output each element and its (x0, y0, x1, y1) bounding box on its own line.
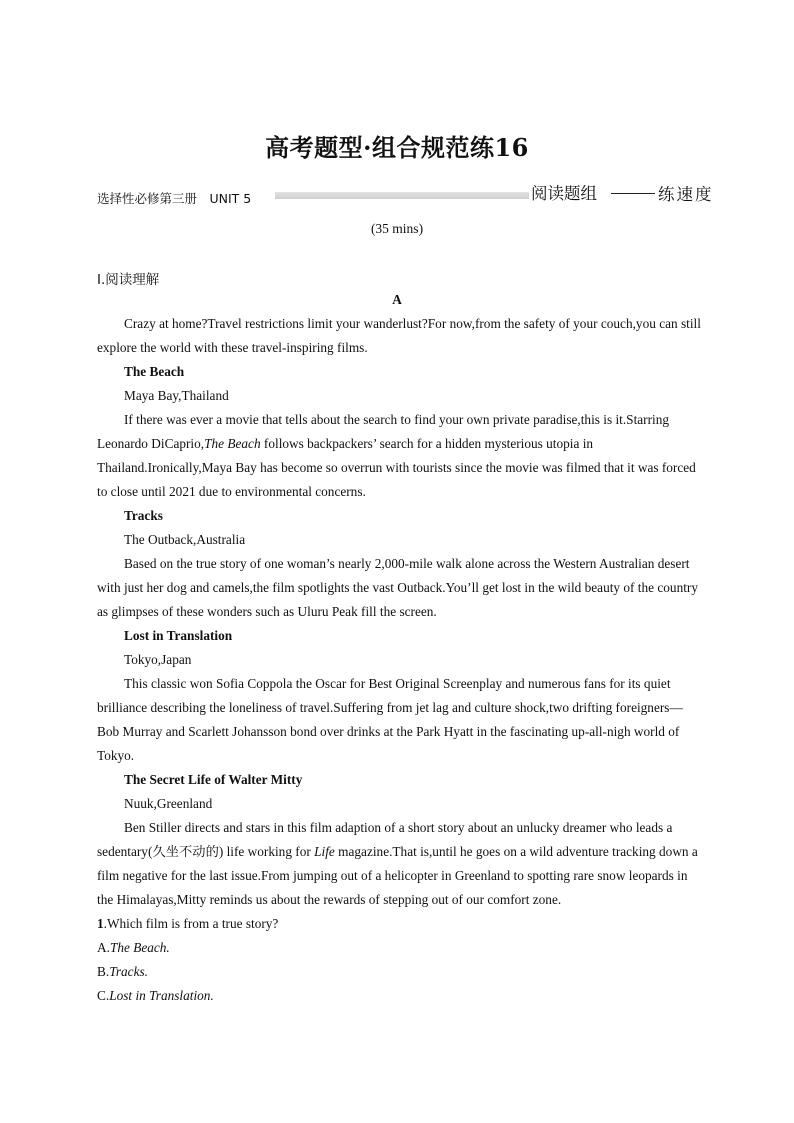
option-text: Tracks. (109, 964, 148, 979)
passage-body (97, 312, 701, 1008)
question-number: 1 (97, 916, 104, 931)
film-name-italic: The Beach (204, 436, 261, 451)
film-location: Nuuk,Greenland (124, 796, 213, 811)
option-letter: B. (97, 964, 110, 979)
answer-option-c (97, 984, 701, 1008)
film-title: The Beach (124, 364, 185, 379)
group-label: 阅读题组 (531, 184, 597, 203)
question-stem (97, 912, 701, 936)
answer-option-b (97, 960, 701, 984)
magazine-name-italic: Life (314, 844, 335, 859)
page-title: 高考题型·组合规范练16 (265, 133, 529, 162)
film-title: Tracks (124, 508, 163, 523)
film-description (97, 408, 701, 504)
section-heading: Ⅰ.阅读理解 (97, 272, 160, 288)
film-location: Maya Bay,Thailand (124, 388, 229, 403)
time-limit: (35 mins) (370, 221, 424, 236)
speed-label: 练速度 (658, 185, 714, 204)
film-description: Based on the true story of one woman’s nearly 2,000-mile walk alone across the Western Australian desert with just her dog and camels,the film spotlights the vast Outback.You’ll get lost in the wild beauty of the country as glimpses of these wonders such as Uluru Peak fill the screen. (97, 556, 698, 619)
film-description-text: follows backpackers’ search for a hidden mysterious utopia in Thailand.Ironically,Maya Bay has become so overrun with tourists since the movie was filmed that it was forced to close until 2021 due to environmental concerns. (97, 436, 696, 499)
film-description (97, 816, 701, 912)
header-decorative-bar (275, 192, 529, 199)
option-letter: A. (97, 940, 110, 955)
question-text: .Which film is from a true story? (103, 916, 279, 931)
passage-label: A (392, 292, 402, 307)
film-title: Lost in Translation (124, 628, 233, 643)
option-text: Lost in Translation. (109, 988, 214, 1003)
option-letter: C. (97, 988, 110, 1003)
film-description-text: Ben Stiller directs and stars in this film adaption of a short story about an unlucky dreamer who leads a sedentary(久坐不动的) life working for (97, 820, 673, 859)
film-description-text: magazine.That is,until he goes on a wild adventure tracking down a film negative for the last issue.From jumping out of a helicopter in Greenland to spotting rare snow leopards in the Himalayas,Mitty reminds us about the rewards of stepping out of our comfort zone. (97, 844, 698, 907)
passage-intro: Crazy at home?Travel restrictions limit your wanderlust?For now,from the safety of your couch,you can still explore the world with these travel-inspiring films. (97, 316, 701, 355)
answer-option-a (97, 936, 701, 960)
film-description: This classic won Sofia Coppola the Oscar for Best Original Screenplay and numerous fans for its quiet brilliance describing the loneliness of travel.Suffering from jet lag and culture shock,two drifting foreigners—Bob Murray and Scarlett Johansson bond over drinks at the Park Hyatt in the fascinating up-all-nigh world of Tokyo. (97, 676, 683, 763)
header-dash-line (611, 193, 655, 194)
film-location: The Outback,Australia (124, 532, 246, 547)
film-title: The Secret Life of Walter Mitty (124, 772, 303, 787)
film-description-text: If there was ever a movie that tells about the search to find your own private paradise,this is it.Starring Leonardo DiCaprio, (97, 412, 670, 451)
course-label: 选择性必修第三册 UNIT 5 (97, 191, 252, 206)
course-header (97, 178, 717, 208)
film-location: Tokyo,Japan (124, 652, 192, 667)
option-text: The Beach. (109, 940, 170, 955)
